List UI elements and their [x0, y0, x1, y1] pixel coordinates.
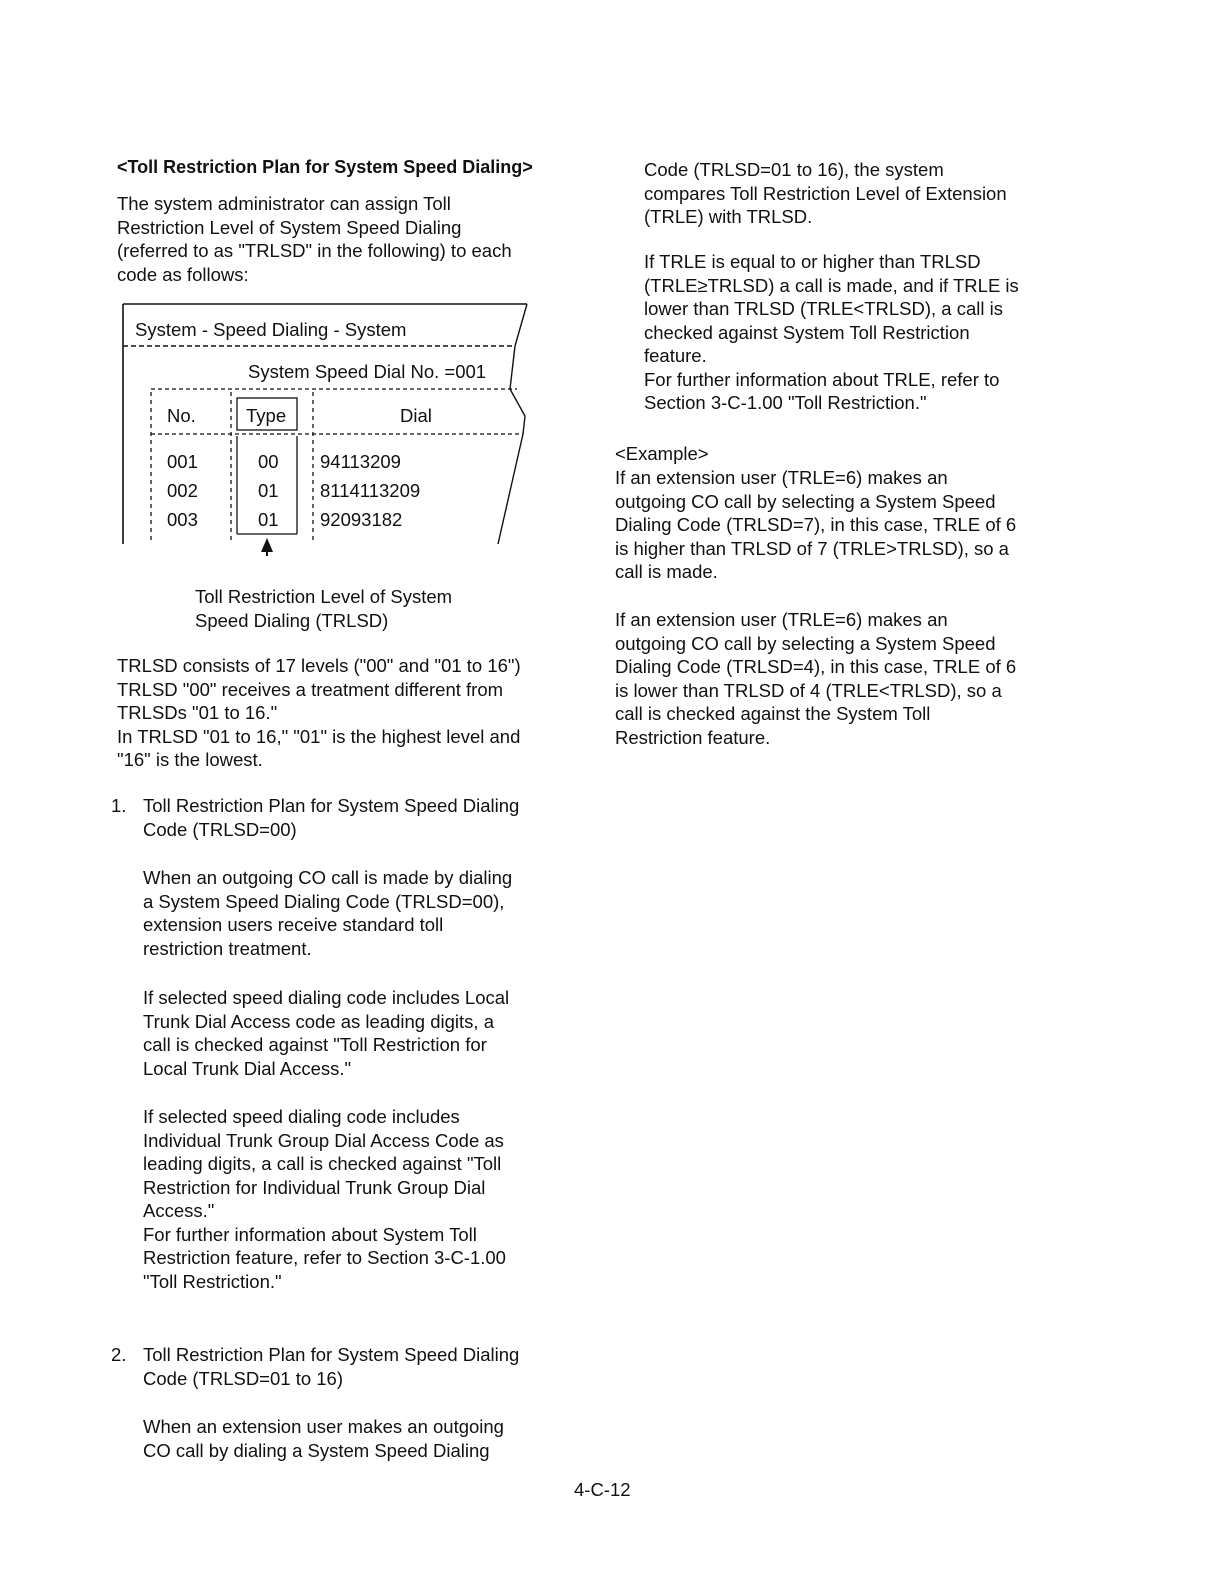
example-heading: <Example> — [615, 443, 709, 464]
item1-paragraph: When an outgoing CO call is made by dialing a System Speed Dialing Code (TRLSD=00), extension users receive standard toll restriction treatment. — [143, 867, 513, 959]
screen-subtitle: System Speed Dial No. =001 — [248, 361, 487, 382]
row-type: 01 — [258, 509, 279, 530]
list-number: 2. — [111, 1344, 127, 1365]
row-dial: 8114113209 — [320, 480, 421, 501]
row-dial: 92093182 — [320, 509, 403, 530]
row-dial: 94113209 — [320, 451, 401, 472]
section-heading: <Toll Restriction Plan for System Speed Dialing> — [117, 157, 533, 177]
intro-paragraph: The system administrator can assign Toll Restriction Level of System Speed Dialing (referred to as "TRLSD" in the following) to each code as follows: — [117, 193, 512, 285]
list-number: 1. — [111, 795, 127, 816]
example-paragraph: If an extension user (TRLE=6) makes an outgoing CO call by selecting a System Speed Dialing Code (TRLSD=7), in this case, TRLE of 6 is higher than TRLSD of 7 (TRLE>TRLSD), so a call is made. — [615, 467, 1017, 582]
item1-title: Toll Restriction Plan for System Speed Dialing Code (TRLSD=00) — [143, 795, 520, 840]
item2-paragraph: When an extension user makes an outgoing CO call by dialing a System Speed Dialing — [143, 1416, 504, 1461]
screen-title: System - Speed Dialing - System — [135, 319, 407, 340]
page-number: 4-C-12 — [574, 1479, 631, 1500]
diagram-caption: Toll Restriction Level of System Speed Dialing (TRLSD) — [195, 586, 453, 631]
comparison-paragraph: If TRLE is equal to or higher than TRLSD (TRLE≥TRLSD) a call is made, and if TRLE is lower than TRLSD (TRLE<TRLSD), a call is checked against System Toll Restriction feature. For further information about TRLE, refer to Section 3-C-1.00 "Toll Restriction." — [644, 251, 1019, 413]
item1-paragraph: If selected speed dialing code includes Local Trunk Dial Access code as leading digits, a call is checked against "Toll Restriction for Local Trunk Dial Access." — [143, 987, 510, 1079]
levels-paragraph: TRLSD consists of 17 levels ("00" and "01 to 16") TRLSD "00" receives a treatment different from TRLSDs "01 to 16." In TRLSD "01 to 16," "01" is the highest level and "16" is the lowest. — [117, 655, 521, 770]
row-no: 003 — [167, 509, 198, 530]
column-header-type: Type — [246, 405, 287, 426]
row-no: 002 — [167, 480, 198, 501]
row-type: 01 — [258, 480, 279, 501]
speed-dial-screen-diagram — [117, 296, 537, 556]
row-no: 001 — [167, 451, 198, 472]
item1-paragraph: If selected speed dialing code includes Individual Trunk Group Dial Access Code as leading digits, a call is checked against "Toll Restriction for Individual Trunk Group Dial Access." For further information about System Toll Restriction feature, refer to Section 3-C-1.00 "Toll Restriction." — [143, 1106, 506, 1292]
row-type: 00 — [258, 451, 279, 472]
column-header-dial: Dial — [400, 405, 432, 426]
column-header-no: No. — [167, 405, 196, 426]
example-paragraph: If an extension user (TRLE=6) makes an outgoing CO call by selecting a System Speed Dialing Code (TRLSD=4), in this case, TRLE of 6 is lower than TRLSD of 4 (TRLE<TRLSD), so a call is checked against the System Toll Restriction feature. — [615, 609, 1017, 748]
continuation-paragraph: Code (TRLSD=01 to 16), the system compares Toll Restriction Level of Extension (TRLE) with TRLSD. — [644, 159, 1007, 227]
item2-title: Toll Restriction Plan for System Speed Dialing Code (TRLSD=01 to 16) — [143, 1344, 520, 1389]
